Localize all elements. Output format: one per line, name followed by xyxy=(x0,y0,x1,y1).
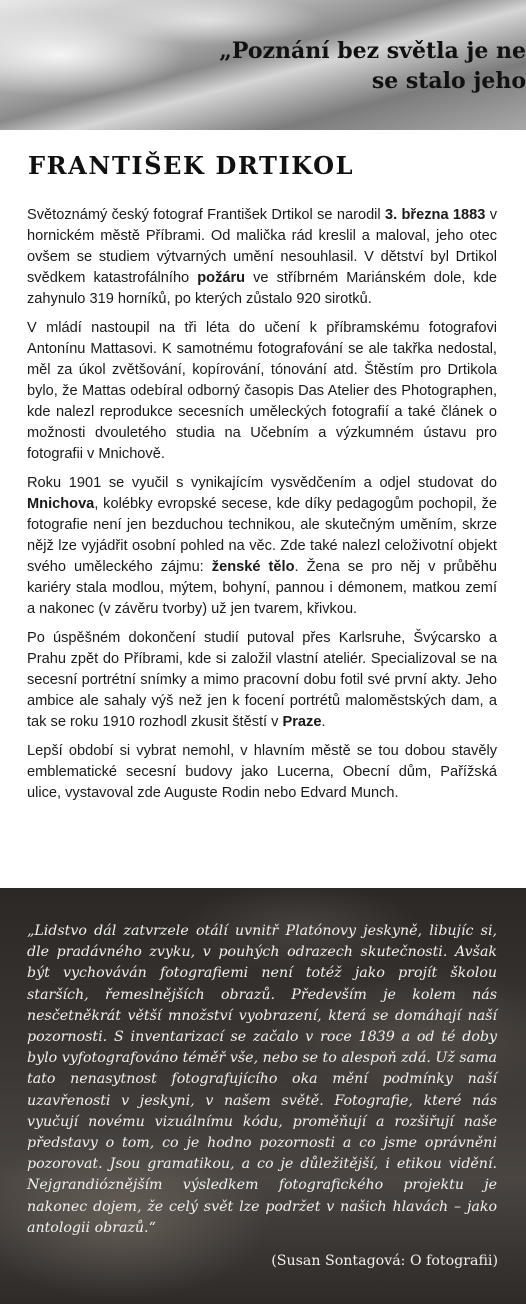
header-photo-banner xyxy=(0,0,526,130)
bio-p4-text-b: . xyxy=(321,714,326,730)
biography-text xyxy=(27,205,497,812)
bio-paragraph-1 xyxy=(27,205,497,310)
bio-p1-text-c: ve stříbrném Mariánském dole, kde zahynulo 319 horníků, po kterých zůstalo 920 sirotků. xyxy=(27,270,498,307)
bio-p4-prague: Praze xyxy=(282,714,322,730)
bio-p1-birthdate: 3. března 1883 xyxy=(385,207,486,223)
bio-p3-munich: Mnichova xyxy=(27,496,95,512)
bio-paragraph-5: Lepší období si vybrat nemohl, v hlavním městě se tou dobou stavěly emblematické secesní budovy jako Lucerna, Obecní dům, Pařížská ulice, vystavoval zde Auguste Rodin nebo Edvard Munch. xyxy=(27,743,497,801)
bio-p1-fire: požáru xyxy=(197,270,246,286)
bio-p3-text-a: Roku 1901 se vyučil s vynikajícím vysvědčením a odjel studovat do xyxy=(27,475,497,491)
header-quote-line-2: se stalo jeho xyxy=(371,68,526,94)
sontag-quote: „Lidstvo dál zatvrzele otálí uvnitř Platónovy jeskyně, libujíc si, dle pradávného zvyku, v pouhých odrazech skutečnosti. Avšak být vychováván fotografiemi není totéž jako projít školou starších, řemeslnějších obrazů. Především je kolem nás nesčetněkrát větší množství vyobrazení, která se domáhají naší pozornosti. S inventarizací se začalo v roce 1839 a od té doby bylo vyfotografováno téměř vše, nebo se to alespoň zdá. Už sama tato nenasytnost fotografujícího oka mění podmínky naší uzavřenosti v jeskyni, v našem světě. Fotografie, které nás vyučují novému vizuálnímu kódu, proměňují a rozšiřují naše představy o tom, co je hodno pozornosti a co jsme oprávněni pozorovat. Jsou gramatikou, a co je důležitější, i etikou vidění. Nejgrandióznějším výsledkem fotografického projektu je nakonec dojem, že celý svět lze podržet v našich hlavách – jako antologii obrazů.“ xyxy=(27,923,497,1236)
bio-p3-female-body: ženské tělo xyxy=(211,559,295,575)
bio-paragraph-2: V mládí nastoupil na tři léta do učení k příbramskému fotografovi Antonínu Mattasovi. K samotnému fotografování se ale takřka nedostal, měl za úkol zvětšování, kopírování, tónování atd. Štěstím pro Drtikola bylo, že Mattas odebíral odborný časopis Das Atelier des Photographen, kde nalezl reprodukce secesních uměleckých fotografií a také článek o možnosti dvouletého studia na Učebním a výzkumném ústavu pro fotografii v Mnichově. xyxy=(27,320,497,462)
bio-p4-text-a: Po úspěšném dokončení studií putoval přes Karlsruhe, Švýcarsko a Prahu zpět do Příbrami, kde si založil vlastní ateliér. Specializoval se na secesní portrétní snímky a mimo pracovní dobu fotil své první akty. Jeho ambice ale sahaly výš než jen k focení portrétů maloměstských dam, a tak se roku 1910 rozhodl zkusit štěstí v xyxy=(27,630,497,730)
bio-p3-text-c: . Žena se pro něj v průběhu kariéry stala modlou, mýtem, bohyní, pannou i démonem, matkou zemí a nakonec (v závěru tvorby) už jen tvarem, křivkou. xyxy=(27,559,497,617)
header-quote xyxy=(26,36,526,96)
bio-paragraph-4 xyxy=(27,628,497,733)
bio-p1-text-a: Světoznámý český fotograf František Drtikol se narodil xyxy=(27,207,386,223)
quote-source: (Susan Sontagová: O fotografii) xyxy=(271,1253,498,1269)
bio-paragraph-3 xyxy=(27,473,497,620)
header-quote-line-1: „Poznání bez světla je ne xyxy=(219,38,526,64)
bio-p3-text-b: , kolébky evropské secese, kde díky pedagogům pochopil, že fotografie není jen bezduchou technikou, ale skutečným uměním, skrze nějž lze vyjádřit osobní pohled na věc. Zde také nalezl celoživotní objekt svého uměleckého zájmu: xyxy=(27,496,497,575)
bio-p1-text-b: v hornickém městě Příbrami. Od malička rád kreslil a maloval, jeho otec ovšem se studiem výtvarných umění nesouhlasil. V dětství byl Drtikol svědkem katastrofálního xyxy=(27,207,497,286)
article-title: FRANTIŠEK DRTIKOL xyxy=(28,151,355,180)
sontag-quote-panel xyxy=(0,888,526,1304)
